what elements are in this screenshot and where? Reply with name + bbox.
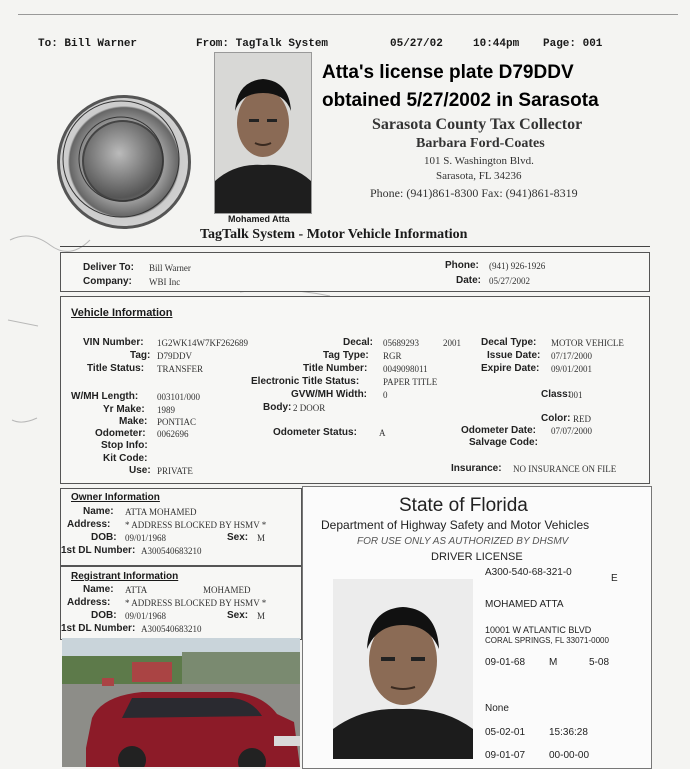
body-value: 2 DOOR [293, 403, 326, 413]
phone-value: (941) 926-1926 [489, 261, 546, 271]
system-title: TagTalk System - Motor Vehicle Information [200, 227, 468, 242]
odometer-value: 0062696 [157, 429, 189, 439]
body-label: Body: [263, 402, 292, 413]
tax-collector-city: Sarasota, FL 34236 [436, 170, 522, 182]
decal-type-value: MOTOR VEHICLE [551, 338, 624, 348]
license-issue-date: 05-02-01 [485, 727, 526, 738]
license-expire-time: 00-00-00 [549, 750, 590, 761]
issue-date-value: 07/17/2000 [551, 351, 593, 361]
photo-caption: Mohamed Atta [228, 214, 290, 224]
fax-top-border [18, 14, 678, 15]
owner-section-title: Owner Information [71, 492, 160, 503]
vehicle-box [60, 296, 650, 484]
odometer-status-label: Odometer Status: [273, 427, 357, 438]
insurance-value: NO INSURANCE ON FILE [513, 464, 617, 474]
headline-line1: Atta's license plate D79DDV [322, 62, 574, 83]
registrant-box [60, 566, 302, 640]
license-restrictions: None [485, 703, 509, 714]
license-dob: 09-01-68 [485, 657, 526, 668]
phone-label: Phone: [445, 260, 479, 271]
issue-date-label: Issue Date: [487, 350, 541, 361]
make-label: Make: [119, 416, 148, 427]
license-expire-date: 09-01-07 [485, 750, 526, 761]
owner-dl-value: A300540683210 [141, 546, 202, 556]
date-label: Date: [456, 275, 482, 286]
yr-make-label: Yr Make: [103, 404, 145, 415]
class-label: Class: [541, 389, 572, 400]
registrant-sex-label: Sex: [227, 610, 249, 621]
registrant-name-value: ATTA [125, 585, 148, 595]
owner-dob-value: 09/01/1968 [125, 533, 167, 543]
tag-type-label: Tag Type: [323, 350, 369, 361]
tag-type-value: RGR [383, 351, 402, 361]
insurance-label: Insurance: [451, 463, 502, 474]
decal-year-value: 2001 [443, 338, 461, 348]
expire-date-value: 09/01/2001 [551, 364, 593, 374]
license-dl-number: A300-540-68-321-0 [485, 567, 572, 578]
registrant-address-label: Address: [67, 597, 111, 608]
wmh-length-label: W/MH Length: [71, 391, 139, 402]
owner-sex-label: Sex: [227, 532, 249, 543]
odometer-status-value: A [379, 428, 386, 438]
owner-box [60, 488, 302, 566]
vin-value: 1G2WK14W7KF262689 [157, 338, 248, 348]
registrant-sex-value: M [257, 611, 266, 621]
fax-page: Page: 001 [543, 38, 603, 50]
license-address-line1: 10001 W ATLANTIC BLVD [485, 625, 592, 635]
gvw-value: 0 [383, 390, 388, 400]
florida-state-seal-icon [57, 95, 191, 229]
title-number-value: 0049098011 [383, 364, 428, 374]
deliver-to-label: Deliver To: [83, 262, 134, 273]
fax-from: From: TagTalk System [196, 38, 329, 50]
delivery-box [60, 252, 650, 292]
title-number-label: Title Number: [303, 363, 368, 374]
gvw-label: GVW/MH Width: [291, 389, 368, 400]
color-value: RED [573, 414, 591, 424]
use-label: Use: [129, 465, 151, 476]
owner-name-label: Name: [83, 506, 114, 517]
make-value: PONTIAC [157, 417, 197, 427]
salvage-code-label: Salvage Code: [469, 437, 538, 448]
tag-value: D79DDV [157, 351, 192, 361]
atta-portrait-photo [214, 52, 312, 214]
tax-collector-office: Sarasota County Tax Collector [372, 116, 583, 133]
owner-name-value: ATTA MOHAMED [125, 507, 197, 517]
license-name: MOHAMED ATTA [485, 599, 564, 610]
tax-collector-street: 101 S. Washington Blvd. [424, 155, 534, 167]
license-address-line2: CORAL SPRINGS, FL 33071-0000 [485, 636, 609, 645]
vin-label: VIN Number: [83, 337, 144, 348]
registrant-dl-label: 1st DL Number: [61, 623, 136, 634]
deliver-to-value: Bill Warner [149, 263, 191, 273]
decal-value: 05689293 [383, 338, 419, 348]
license-class: E [611, 573, 618, 584]
owner-address-value: * ADDRESS BLOCKED BY HSMV * [125, 520, 267, 530]
odometer-date-label: Odometer Date: [461, 425, 537, 436]
owner-dob-label: DOB: [91, 532, 117, 543]
company-label: Company: [83, 276, 132, 287]
vehicle-section-title: Vehicle Information [71, 307, 173, 319]
owner-sex-value: M [257, 533, 266, 543]
registrant-dl-value: A300540683210 [141, 624, 202, 634]
odometer-label: Odometer: [95, 428, 146, 439]
license-authorized-note: FOR USE ONLY AS AUTHORIZED BY DHSMV [357, 536, 569, 547]
stop-info-label: Stop Info: [101, 440, 148, 451]
fax-to: To: Bill Warner [38, 38, 138, 50]
license-height: 5-08 [589, 657, 610, 668]
title-status-label: Title Status: [87, 363, 145, 374]
owner-address-label: Address: [67, 519, 111, 530]
red-pontiac-car-photo [62, 638, 300, 767]
title-status-value: TRANSFER [157, 364, 204, 374]
registrant-dob-value: 09/01/1968 [125, 611, 167, 621]
registrant-name2-value: MOHAMED [203, 585, 251, 595]
use-value: PRIVATE [157, 466, 193, 476]
odometer-date-value: 07/07/2000 [551, 426, 593, 436]
tax-collector-name: Barbara Ford-Coates [416, 136, 545, 151]
tag-label: Tag: [130, 350, 151, 361]
decal-type-label: Decal Type: [481, 337, 537, 348]
tax-collector-phone-fax: Phone: (941)861-8300 Fax: (941)861-8319 [370, 186, 578, 200]
decal-label: Decal: [343, 337, 374, 348]
wmh-length-value: 003101/000 [157, 392, 201, 402]
etitle-status-label: Electronic Title Status: [251, 376, 360, 387]
color-label: Color: [541, 413, 571, 424]
title-underline [60, 246, 650, 247]
class-value: 001 [569, 390, 583, 400]
fax-date: 05/27/02 [390, 38, 443, 50]
florida-driver-license [302, 486, 652, 769]
fax-time: 10:44pm [473, 38, 520, 50]
registrant-name-label: Name: [83, 584, 114, 595]
yr-make-value: 1989 [157, 405, 175, 415]
license-sex: M [549, 657, 558, 668]
etitle-status-value: PAPER TITLE [383, 377, 438, 387]
kit-code-label: Kit Code: [103, 453, 148, 464]
expire-date-label: Expire Date: [481, 363, 540, 374]
registrant-address-value: * ADDRESS BLOCKED BY HSMV * [125, 598, 267, 608]
license-department: Department of Highway Safety and Motor Vehicles [321, 518, 590, 532]
license-portrait-photo [333, 579, 473, 759]
headline-line2: obtained 5/27/2002 in Sarasota [322, 90, 599, 111]
company-value: WBI Inc [149, 277, 181, 287]
date-value: 05/27/2002 [489, 276, 531, 286]
license-type: DRIVER LICENSE [431, 551, 523, 563]
owner-dl-label: 1st DL Number: [61, 545, 136, 556]
registrant-dob-label: DOB: [91, 610, 117, 621]
license-state: State of Florida [399, 495, 528, 516]
registrant-section-title: Registrant Information [71, 571, 179, 582]
license-issue-time: 15:36:28 [549, 727, 588, 738]
